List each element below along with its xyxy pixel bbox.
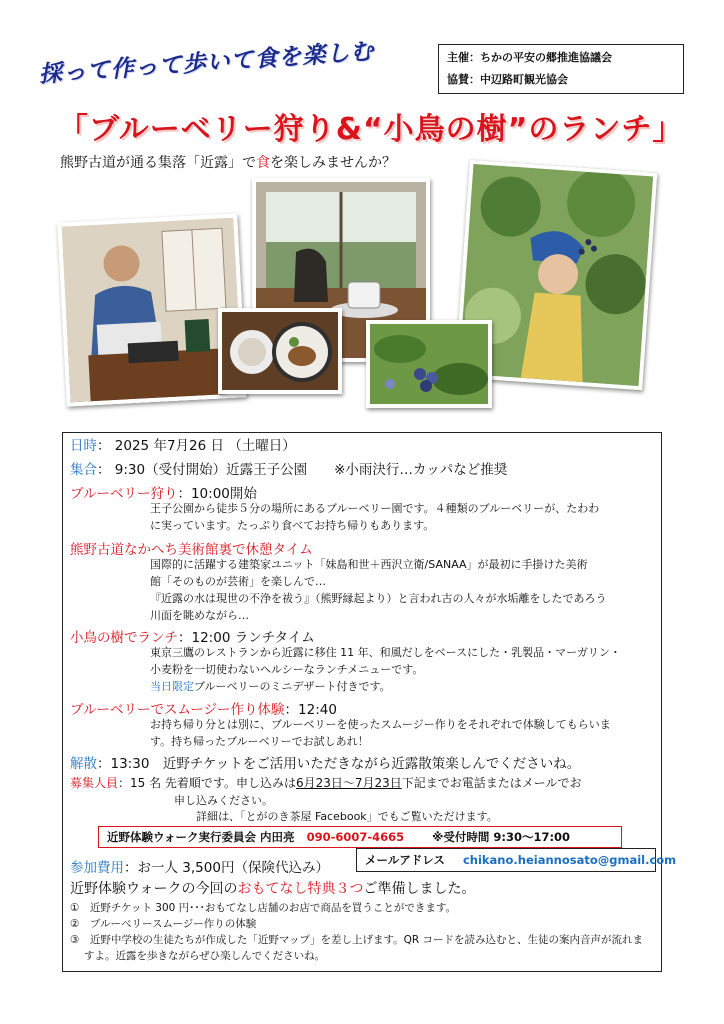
subtitle: 採って作って歩いて食を楽しむ [38,38,376,89]
s2-body-line: 国際的に活躍する建築家ユニット「妹島和世＋西沢立衛/SANAA」が最初に手掛けた美術 [150,558,588,571]
email-label: メールアドレス [365,853,445,867]
s4-body-line: お持ち帰り分とは別に、ブルーベリーを使ったスムージー作りをそれぞれで体験してもらいま [150,718,611,731]
recruit-dates: 6月23日～7月23日 [295,776,402,790]
date-row [70,434,296,454]
s2-row [70,538,313,558]
s1-heading: ブルーベリー狩り [70,486,178,502]
email-value[interactable]: chikano.heiannosato@gmail.com [462,853,677,867]
host-text: 主催：ちかの平安の郷推進協議会 [447,51,612,64]
s3-heading: 小鳥の樹でランチ [70,630,178,646]
lead-red: 食 [256,155,270,171]
s3-time: ：12:00 ランチタイム [178,630,315,646]
bonus-list [70,900,643,964]
dismiss-value: ：13:30 近野チケットをご活用いただきながら近露散策楽しんでくださいね。 [97,756,581,772]
page-title: 「ブルーベリー狩り&“小鳥の樹”のランチ」 [58,112,684,147]
date-value: ： 2025 年7月26 日 （土曜日） [97,438,296,454]
lead-before: 熊野古道が通る集落「近露」で [60,155,256,171]
s3-body [150,644,621,695]
s2-heading: 熊野古道なかへち美術館裏で休憩タイム [70,542,313,558]
meet-label: 集合 [70,462,97,478]
lead-after: を楽しみませんか？ [270,155,396,171]
s1-body-line: に実っています。たっぷり食べてお持ち帰りもあります。 [150,519,435,532]
s4-body [150,716,611,750]
s3-row [70,626,315,646]
fee-label: 参加費用 [70,860,124,876]
meet-value: ： 9:30（受付開始）近露王子公園 ※小雨決行…カッパなど推奨 [97,462,508,478]
s4-body-line: す。持ち帰ったブルーベリーでお試しあれ！ [150,735,369,748]
contact-org: 近野体験ウォーク実行委員会 内田亮 [107,830,295,844]
dismiss-label: 解散 [70,756,97,772]
dismiss-row [70,752,580,772]
limited-label: 当日限定 [150,680,194,693]
s1-time: ：10:00開始 [177,486,257,502]
dessert-text: ブルーベリーのミニデザート付きです。 [194,680,391,693]
recruit-line-3: 詳細は、「とがのき茶屋 Facebook」でもご覧いただけます。 [196,810,498,823]
lead-text [60,152,396,172]
recruit-value: ：15 名 先着順です。申し込みは [118,776,296,790]
s3-body-line: 小麦粉を一切使わないヘルシーなランチメニューです。 [150,663,424,676]
bonus-before: 近野体験ウォークの今回の [70,881,238,897]
bonus-item: すよ。近露を歩きながらぜひ楽しんでくださいね。 [84,950,326,962]
fee-value: ：お一人 3,500円（保険代込み） [124,860,329,876]
recruit-value-2: 下記までお電話またはメールでお [401,776,582,790]
support-text: 協賛：中辺路町観光協会 [447,73,568,86]
s4-row [70,698,337,718]
s1-body-line: 王子公園から徒歩５分の場所にあるブルーベリー園です。４種類のブルーベリーが、たわわ [150,502,600,515]
meet-row [70,458,507,478]
contact-phone[interactable]: 090-6007-4665 [306,830,405,844]
s1-row [70,482,257,502]
lunch-plate-photo [218,308,342,394]
recruit-label: 募集人員 [70,776,119,790]
recruit-line-2: 申し込みください。 [174,794,273,807]
bonus-row [70,878,475,898]
s2-body [150,556,607,624]
bonus-item: ① 近野チケット 300 円･･･おもてなし店舗のお店で商品を買うことができます。 [70,902,457,914]
contact-box [98,826,622,848]
s4-time: ：12:40 [284,702,337,718]
date-label: 日時 [70,438,97,454]
recruit-row [70,774,582,791]
blueberries-photo [366,320,492,408]
organizer-box [438,44,684,94]
bonus-item: ② ブルーベリースムージー作りの体験 [70,918,257,930]
s1-body [150,500,599,534]
s3-body-line: 東京三鷹のレストランから近露に移住 11 年、和風だしをベースにした・乳製品・マーガリン・ [150,646,621,659]
bonus-red: おもてなし特典３つ [237,881,364,897]
bonus-item: ③ 近野中学校の生徒たちが作成した「近野マップ」を差し上げます。QR コードを読み込むと、生徒の案内音声が流れま [70,934,644,946]
s2-body-line: 『近露の水は現世の不浄を祓う』（熊野縁起より）と言われ古の人々が水垢離をしたであろう [150,592,607,605]
contact-hours: ※受付時間 9:30～17:00 [432,830,571,844]
bonus-after: ご準備しました。 [363,881,476,897]
s2-body-line: 川面を眺めながら… [150,609,249,622]
email-box [356,848,677,872]
s3-body-line [150,678,621,695]
fee-row [70,856,329,876]
s2-body-line: 館「そのものが芸術」を楽しんで… [150,575,326,588]
s4-heading: ブルーベリーでスムージー作り体験 [70,702,285,718]
